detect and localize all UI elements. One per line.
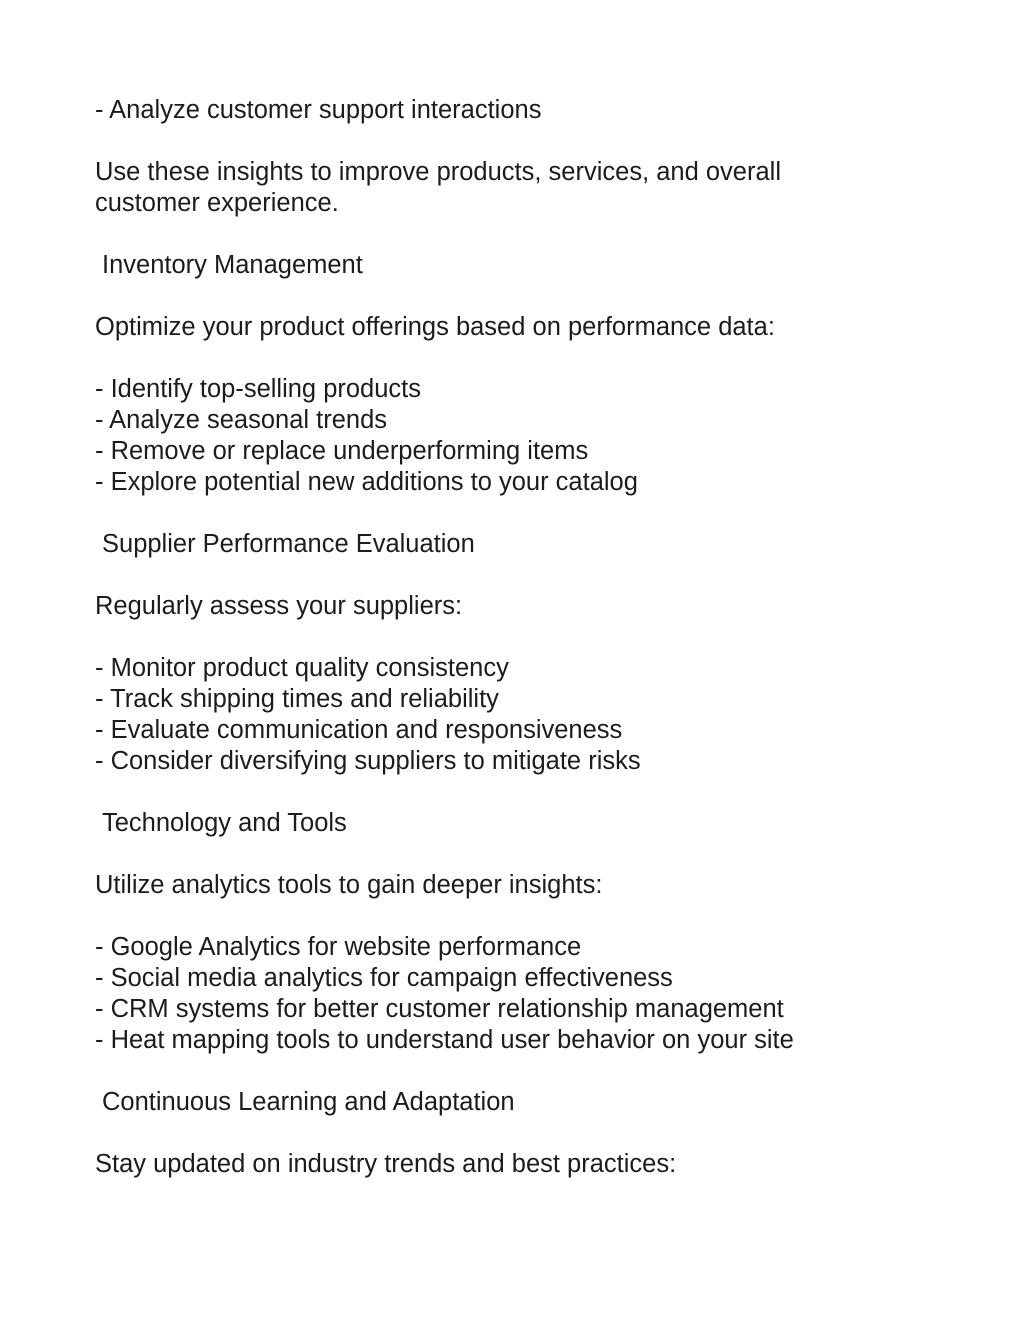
section-intro-supplier: Regularly assess your suppliers: [95,592,463,620]
list-item: - Consider diversifying suppliers to mitigate risks [95,747,641,775]
spacer [95,219,955,250]
section-intro-inventory: Optimize your product offerings based on performance data: [95,313,775,341]
section-heading-inventory: Inventory Management [102,251,363,279]
list-item: - Heat mapping tools to understand user behavior on your site [95,1026,794,1054]
section-heading-learning: Continuous Learning and Adaptation [102,1088,515,1116]
spacer [95,901,955,932]
insights-paragraph-line-1: Use these insights to improve products, services, and overall [95,158,781,186]
list-item: - Track shipping times and reliability [95,685,499,713]
section-heading-supplier: Supplier Performance Evaluation [102,530,475,558]
section-heading-technology: Technology and Tools [102,809,347,837]
list-item: - Monitor product quality consistency [95,654,509,682]
list-item: - Analyze seasonal trends [95,406,388,434]
section-intro-learning: Stay updated on industry trends and best practices: [95,1150,677,1178]
spacer [95,560,955,591]
document-page [95,95,955,1180]
bullet-analyze-support: - Analyze customer support interactions [95,96,542,124]
spacer [95,1118,955,1149]
insights-paragraph-line-2: customer experience. [95,189,339,217]
spacer [95,839,955,870]
list-item: - Remove or replace underperforming items [95,437,589,465]
spacer [95,1056,955,1087]
list-item: - Identify top-selling products [95,375,421,403]
spacer [95,498,955,529]
spacer [95,777,955,808]
spacer [95,622,955,653]
list-item: - Explore potential new additions to your catalog [95,468,638,496]
list-item: - Social media analytics for campaign effectiveness [95,964,673,992]
list-item: - Google Analytics for website performance [95,933,582,961]
spacer [95,126,955,157]
section-intro-technology: Utilize analytics tools to gain deeper insights: [95,871,603,899]
list-item: - CRM systems for better customer relationship management [95,995,784,1023]
spacer [95,281,955,312]
list-item: - Evaluate communication and responsiveness [95,716,623,744]
spacer [95,343,955,374]
